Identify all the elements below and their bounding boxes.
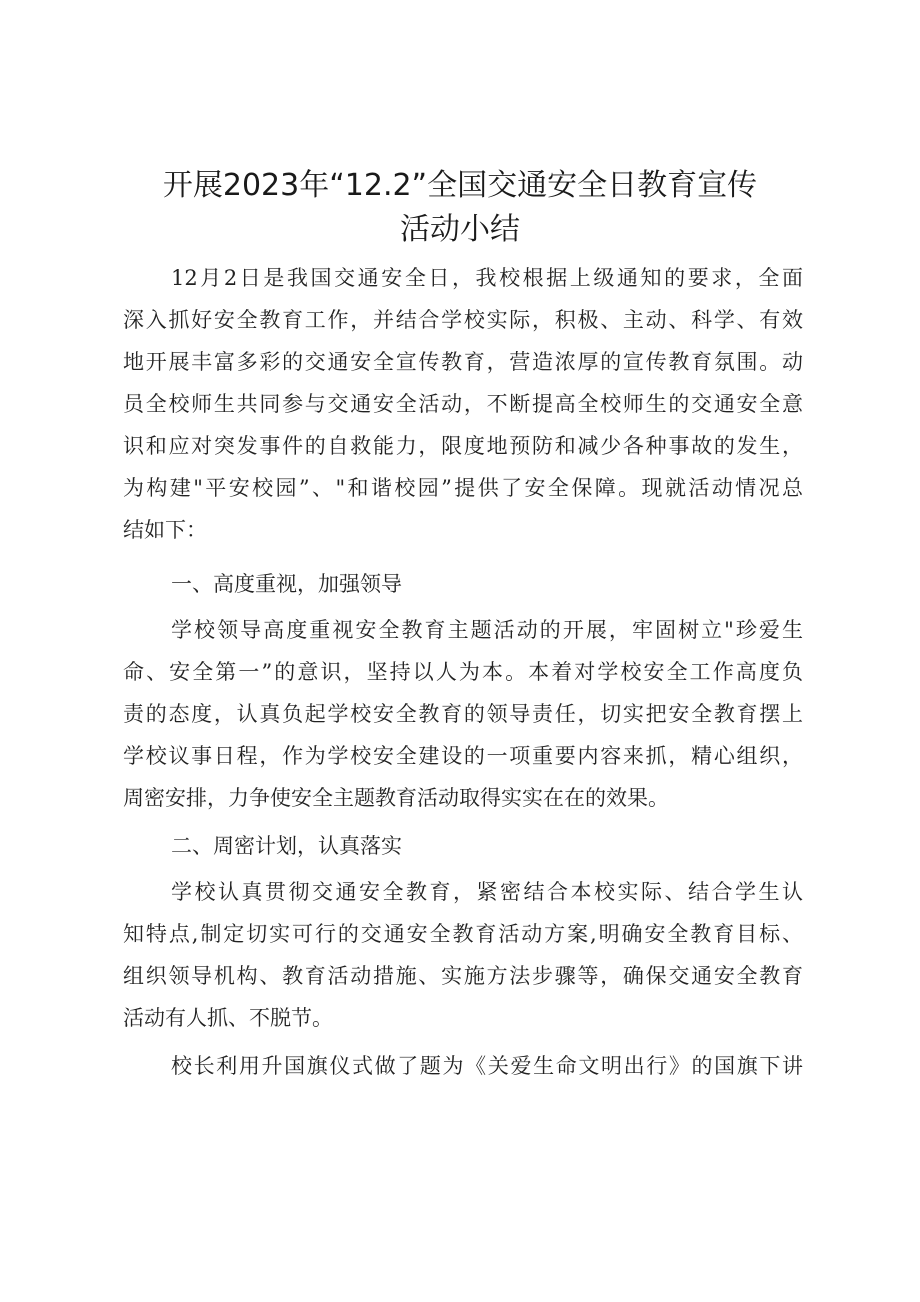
document-title-line-2: 活动小结 [400,212,520,247]
paragraph-line: 学校认真贯彻交通安全教育，紧密结合本校实际、结合学生认 [171,880,803,904]
paragraph-line: 组织领导机构、教育活动措施、实施方法步骤等，确保交通安全教育 [123,964,803,988]
paragraph-line: 校长利用升国旗仪式做了题为《关爱生命文明出行》的国旗下讲 [171,1054,803,1078]
paragraph-line: 学校领导高度重视安全教育主题活动的开展，牢固树立"珍爱生 [171,618,803,642]
paragraph-line: 为构建"平安校园”、"和谐校园”提供了安全保障。现就活动情况总 [123,476,803,500]
paragraph-line: 识和应对突发事件的自救能力，限度地预防和减少各种事故的发生， [123,434,803,458]
paragraph-line: 结如下： [123,518,207,542]
paragraph-line: 活动有人抓、不脱节。 [123,1006,333,1030]
paragraph-line: 员全校师生共同参与交通安全活动，不断提高全校师生的交通安全意 [123,392,803,416]
paragraph-line: 深入抓好安全教育工作，并结合学校实际，积极、主动、科学、有效 [123,308,803,332]
section-heading-2: 二、周密计划，认真落实 [171,834,402,858]
paragraph-line: 地开展丰富多彩的交通安全宣传教育，营造浓厚的宣传教育氛围。动 [123,350,803,374]
paragraph-line: 12月2日是我国交通安全日，我校根据上级通知的要求，全面 [171,266,803,290]
section-heading-1: 一、高度重视，加强领导 [171,572,402,596]
paragraph-line: 周密安排，力争使安全主题教育活动取得实实在在的效果。 [123,786,669,810]
paragraph-line: 学校议事日程，作为学校安全建设的一项重要内容来抓，精心组织， [123,744,803,768]
paragraph-line: 责的态度，认真负起学校安全教育的领导责任，切实把安全教育摆上 [123,702,803,726]
paragraph-line: 命、安全第一”的意识，坚持以人为本。本着对学校安全工作高度负 [123,660,803,684]
document-title-line-1: 开展2023年“12.2”全国交通安全日教育宣传 [162,168,758,203]
paragraph-line: 知特点,制定切实可行的交通安全教育活动方案,明确安全教育目标、 [123,922,803,946]
